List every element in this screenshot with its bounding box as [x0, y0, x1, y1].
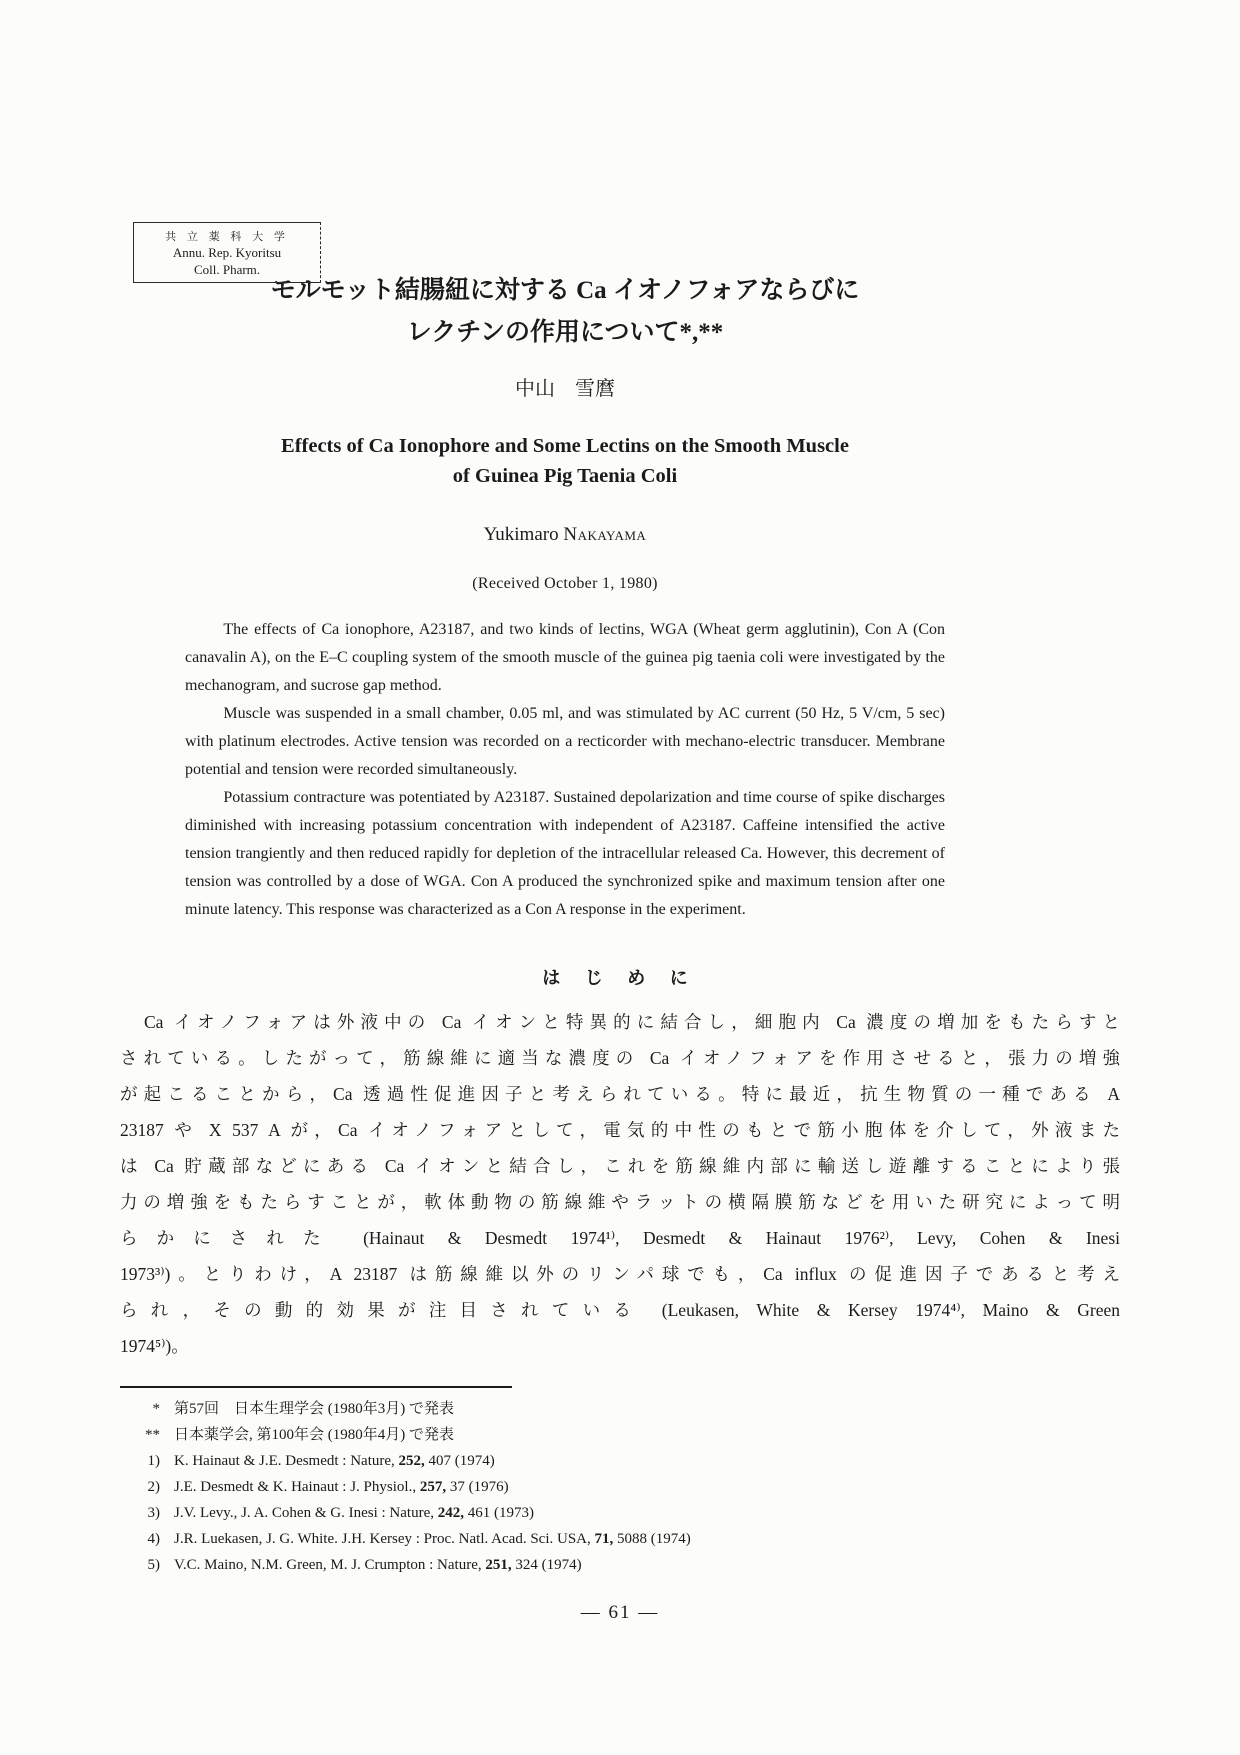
footnote-row — [120, 1474, 1120, 1500]
footnote-text — [174, 1474, 1120, 1500]
footnote-marker: * — [152, 1401, 160, 1417]
footnote-row — [120, 1448, 1120, 1474]
front-matter — [185, 278, 945, 924]
footnote-separator-rule — [120, 1386, 512, 1388]
footnote-pre: J.E. Desmedt & K. Hainaut : J. Physiol., — [174, 1479, 420, 1495]
abstract-paragraph-2: Muscle was suspended in a small chamber, 0.05 ml, and was stimulated by AC current (50 Hz, 5 V/cm, 5 sec) with platinum electrodes. Active tension was recorded on a recticorder with mechano-electric transducer. Membrane potential and tension were recorded simultaneously. — [185, 705, 945, 778]
footnote-pre: V.C. Maino, N.M. Green, M. J. Crumpton : Nature, — [174, 1557, 486, 1573]
article-title-english — [185, 431, 945, 491]
body-line: Ca イオノフォアは外液中の Ca イオンと特異的に結合し，細胞内 Ca 濃度の増加をもたらすと — [144, 1012, 1120, 1032]
footnote-row — [120, 1396, 1120, 1422]
footnotes-references — [120, 1396, 1120, 1578]
footnote-pre: J.V. Levy., J. A. Cohen & G. Inesi : Nature, — [174, 1505, 438, 1521]
footnote-text — [174, 1526, 1120, 1552]
footnote-text — [174, 1396, 1120, 1422]
footnote-row — [120, 1422, 1120, 1448]
footnote-pre: 日本薬学会, 第100年会 (1980年4月) で発表 — [174, 1427, 454, 1443]
footnote-text — [174, 1500, 1120, 1526]
footnote-post: 324 (1974) — [511, 1557, 582, 1573]
footnote-pre: J.R. Luekasen, J. G. White. J.H. Kersey : Proc. Natl. Acad. Sci. USA, — [174, 1531, 595, 1547]
footnote-post: 407 (1974) — [424, 1453, 495, 1469]
footnote-marker: 2) — [147, 1479, 160, 1495]
body-line: られ，その動的効果が注目されている (Leukasen, White & Kersey 1974⁴⁾, Maino & Green — [120, 1300, 1120, 1320]
footnote-post: 461 (1973) — [463, 1505, 534, 1521]
author-family-name: Nakayama — [563, 524, 647, 545]
institution-stamp — [133, 222, 321, 283]
section-heading-introduction: は じ め に — [542, 968, 698, 988]
footnote-pre: K. Hainaut & J.E. Desmedt : Nature, — [174, 1453, 399, 1469]
footnote-row — [120, 1526, 1120, 1552]
abstract — [185, 616, 945, 924]
footnote-volume: 251, — [485, 1557, 512, 1573]
footnote-text — [174, 1448, 1120, 1474]
title-en-line2: of Guinea Pig Taenia Coli — [452, 465, 678, 487]
footnote-post: 5088 (1974) — [613, 1531, 691, 1547]
title-ja-line2: レクチンの作用について*,** — [406, 319, 724, 346]
footnote-text — [174, 1552, 1120, 1578]
body-line: 1973³⁾)。とりわけ，A 23187 は筋線維以外のリンパ球でも，Ca influx の促進因子であると考え — [120, 1264, 1120, 1284]
title-en-line1: Effects of Ca Ionophore and Some Lectins on the Smooth Muscle — [281, 435, 849, 457]
author-given-name: Yukimaro — [483, 524, 564, 545]
stamp-line-journal: Annu. Rep. Kyoritsu — [172, 245, 282, 260]
body-line: らかにされた (Hainaut & Desmedt 1974¹⁾, Desmedt & Hainaut 1976²⁾, Levy, Cohen & Inesi — [120, 1228, 1120, 1248]
footnote-pre: 第57回 日本生理学会 (1980年3月) で発表 — [174, 1401, 454, 1417]
footnote-marker: 4) — [147, 1531, 160, 1547]
abstract-paragraph-1: The effects of Ca ionophore, A23187, and two kinds of lectins, WGA (Wheat germ agglutinin), Con A (Con canavalin A), on the E–C coupling system of the smooth muscle of the guinea pig taenia coli were investigated by the mechanogram, and sucrose gap method. — [185, 621, 945, 694]
footnote-volume: 252, — [398, 1453, 425, 1469]
footnote-post: 37 (1976) — [446, 1479, 509, 1495]
introduction-body — [120, 1004, 1120, 1364]
page-number: — 61 — — [580, 1602, 660, 1623]
footnote-marker: 3) — [147, 1505, 160, 1521]
body-line: が起こることから，Ca 透過性促進因子と考えられている。特に最近，抗生物質の一種である A — [120, 1084, 1120, 1104]
abstract-paragraph-3: Potassium contracture was potentiated by A23187. Sustained depolarization and time course of spike discharges diminished with increasing potassium concentration with independent of A23187. Caffeine intensified the active tension trangiently and then reduced rapidly for depletion of the intracellular released Ca. However, this decrement of tension was controlled by a dose of WGA. Con A produced the synchronized spike and maximum tension after one minute latency. This response was characterized as a Con A response in the experiment. — [185, 789, 945, 918]
body-line: 23187 や X 537 A が，Ca イオノフォアとして，電気的中性のもとで筋小胞体を介して，外液また — [120, 1120, 1120, 1140]
footnote-volume: 242, — [437, 1505, 464, 1521]
author-name-japanese: 中山 雪麿 — [515, 378, 615, 400]
footnote-row — [120, 1552, 1120, 1578]
footnote-marker: ** — [145, 1427, 160, 1443]
title-ja-line1: モルモット結腸紐に対する Ca イオノフォアならびに — [270, 277, 860, 304]
footnote-marker: 5) — [147, 1557, 160, 1573]
author-name-english — [185, 524, 945, 546]
article-title-japanese — [185, 278, 945, 345]
footnote-row — [120, 1500, 1120, 1526]
body-line: 力の増強をもたらすことが，軟体動物の筋線維やラットの横隔膜筋などを用いた研究によって明 — [120, 1192, 1120, 1212]
body-line: されている。したがって，筋線維に適当な濃度の Ca イオノフォアを作用させると，張力の増強 — [120, 1048, 1120, 1068]
body-line: 1974⁵⁾)。 — [120, 1336, 189, 1356]
stamp-line-college: Coll. Pharm. — [193, 262, 261, 277]
footnote-marker: 1) — [147, 1453, 160, 1469]
footnote-volume: 257, — [419, 1479, 447, 1495]
stamp-line-japanese: 共 立 薬 科 大 学 — [165, 231, 289, 243]
footnote-text — [174, 1422, 1120, 1448]
received-date-note: (Received October 1, 1980) — [472, 575, 658, 592]
body-line: は Ca 貯蔵部などにある Ca イオンと結合し，これを筋線維内部に輸送し遊離することにより張 — [120, 1156, 1120, 1176]
footnote-volume: 71, — [594, 1531, 614, 1547]
